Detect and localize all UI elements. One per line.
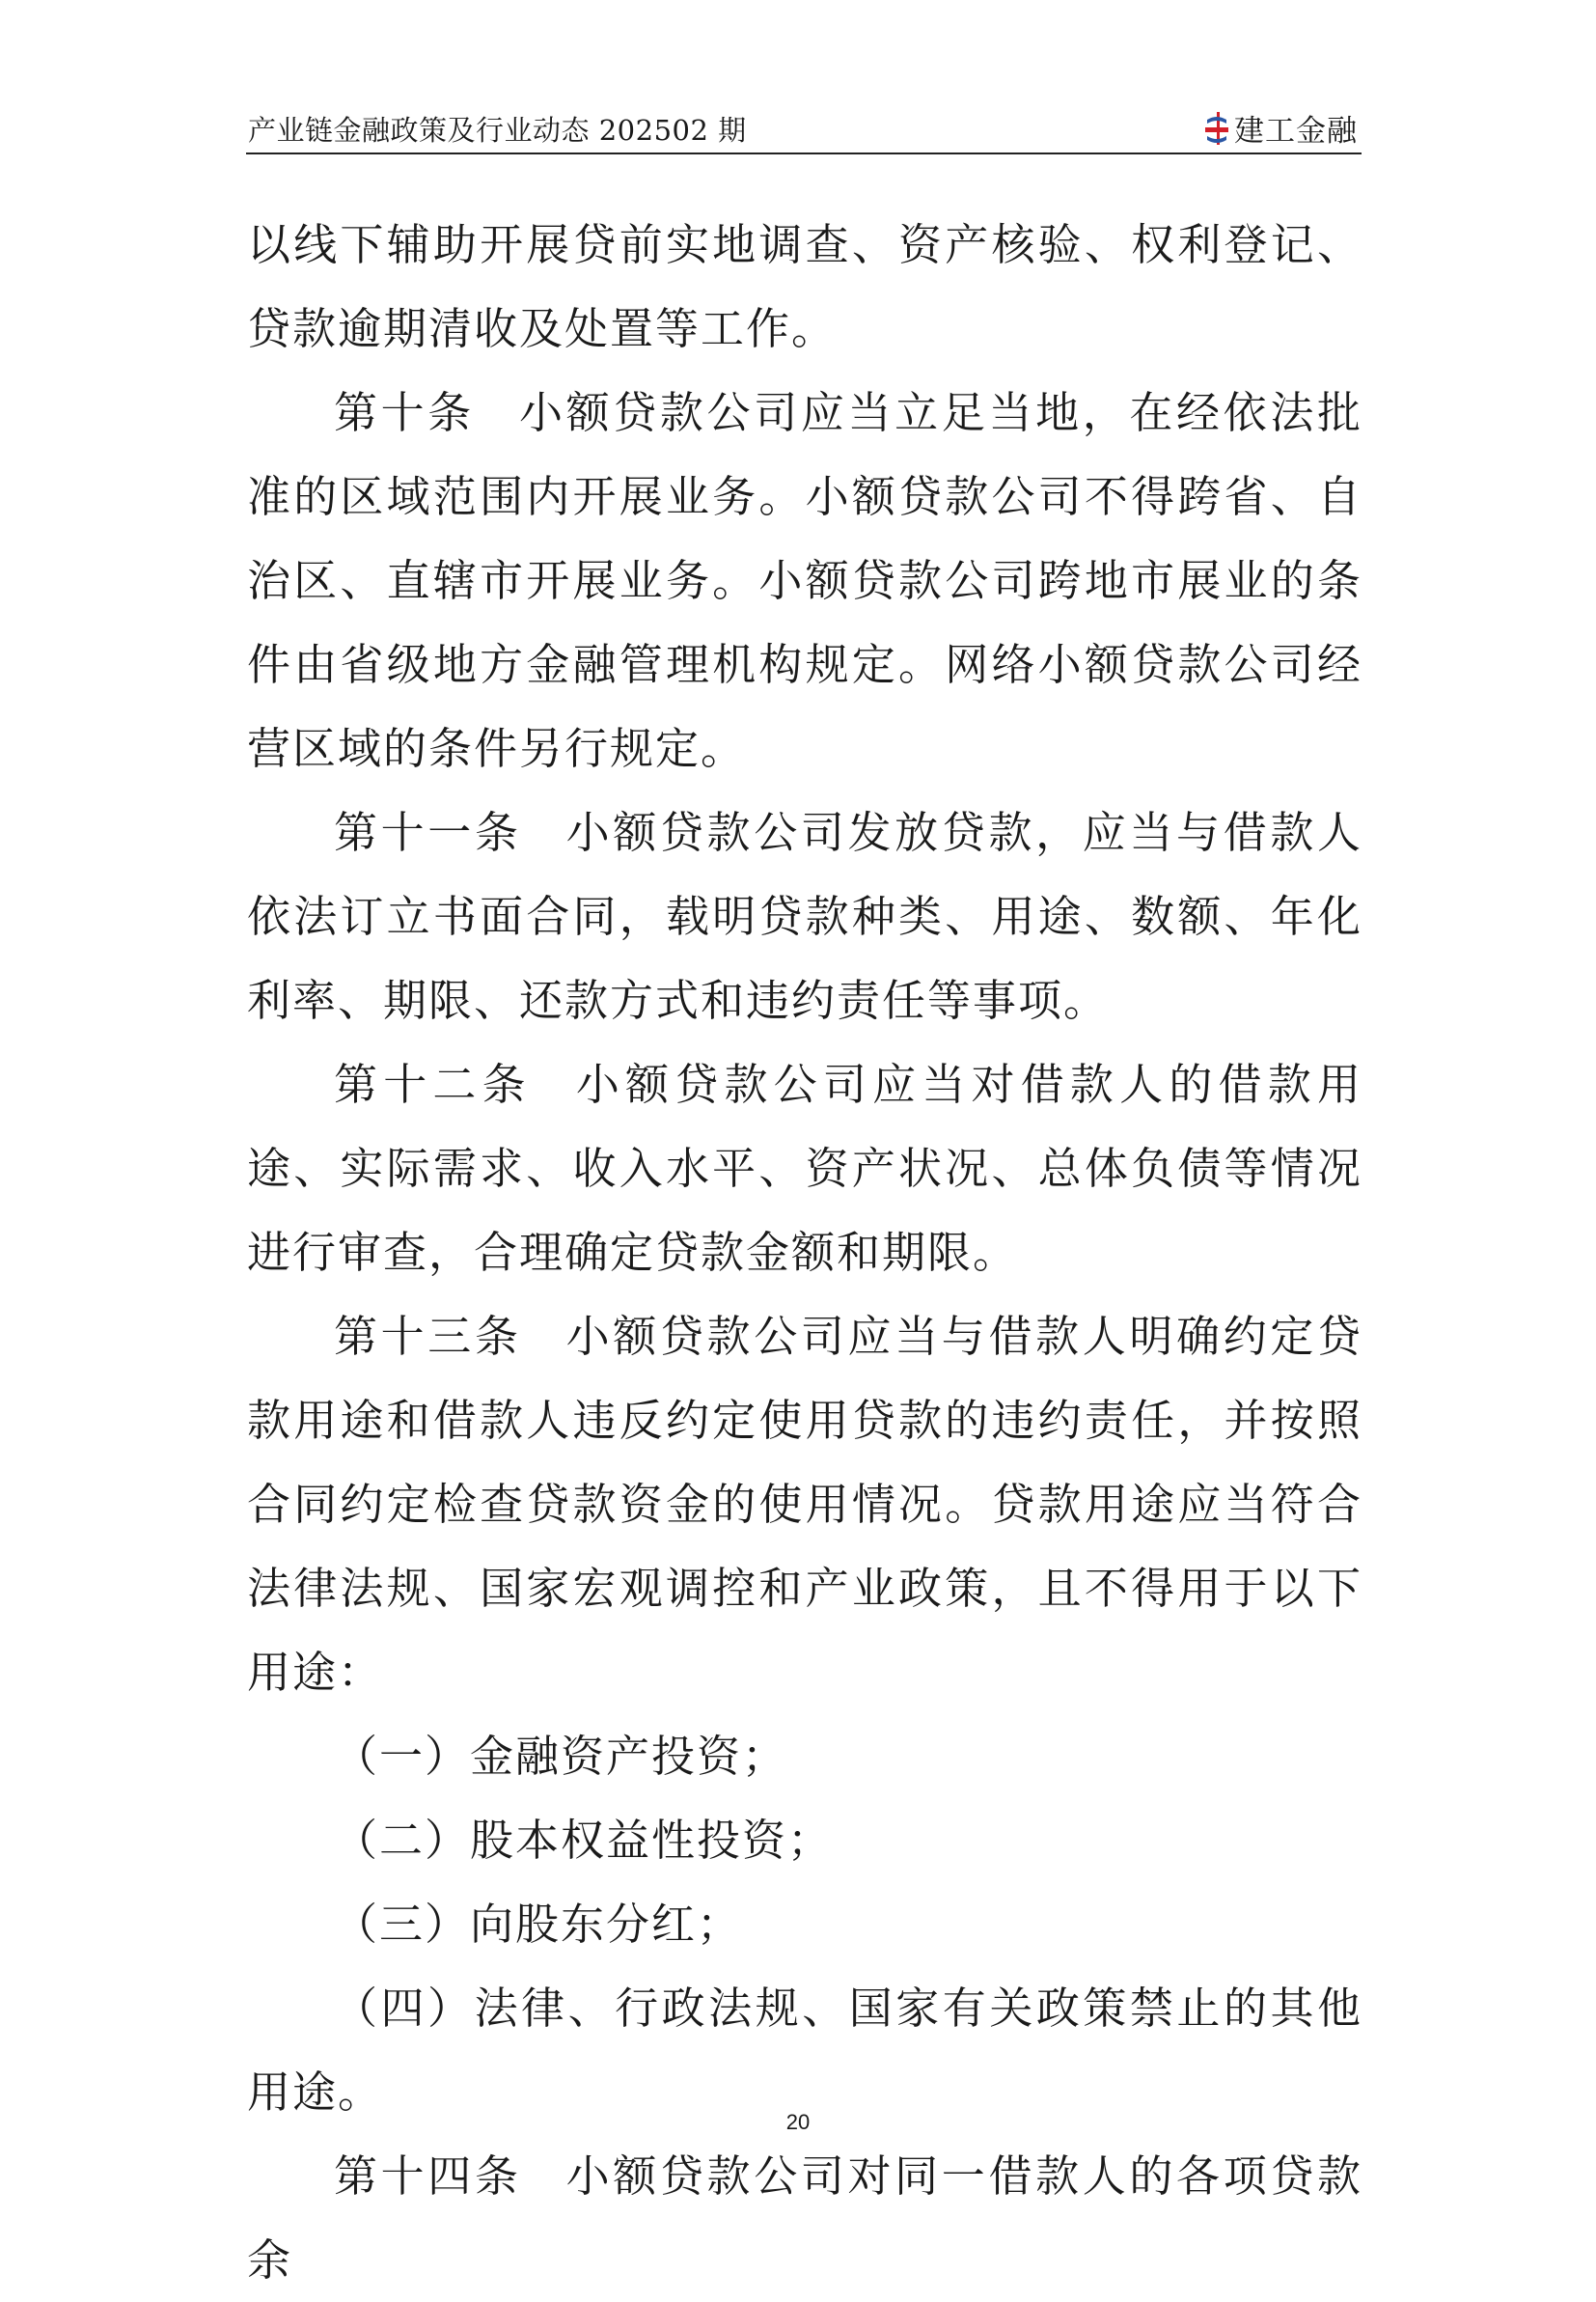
article-11 — [247, 790, 1362, 1042]
page-header — [246, 110, 1362, 154]
article-text: 小额贷款公司应当与借款人明确约定贷款用途和借款人违反约定使用贷款的违约责任，并按照合同约定检查贷款资金的使用情况。贷款用途应当符合法律法规、国家宏观调控和产业政策，且不得用于以下用途： — [247, 1311, 1362, 1698]
article-heading: 第十条 — [334, 387, 475, 438]
document-body — [247, 203, 1362, 2302]
list-item-3: （三）向股东分红； — [334, 1899, 743, 1950]
brand-name: 建工金融 — [1234, 114, 1358, 149]
article-13 — [247, 1294, 1362, 1714]
article-14 — [247, 2134, 1362, 2302]
list-item-1: （一）金融资产投资； — [334, 1731, 788, 1782]
article-text: 小额贷款公司发放贷款，应当与借款人依法订立书面合同，载明贷款种类、用途、数额、年化利率、期限、还款方式和违约责任等事项。 — [247, 807, 1362, 1026]
list-item-2: （二）股本权益性投资； — [334, 1815, 834, 1866]
article-heading: 第十三条 — [334, 1311, 522, 1362]
page-number: 20 — [785, 2110, 811, 2134]
header-title: 产业链金融政策及行业动态 202502 期 — [248, 114, 747, 147]
paragraph-continued: 以线下辅助开展贷前实地调查、资产核验、权利登记、贷款逾期清收及处置等工作。 — [247, 219, 1362, 354]
article-heading: 第十一条 — [334, 807, 522, 858]
article-10 — [247, 371, 1362, 790]
article-12 — [247, 1042, 1362, 1294]
brand — [1201, 106, 1358, 150]
article-heading: 第十四条 — [334, 2150, 522, 2202]
list-item-4: （四）法律、行政法规、国家有关政策禁止的其他用途。 — [247, 1983, 1362, 2118]
article-text: 小额贷款公司对同一借款人的各项贷款余 — [247, 2150, 1362, 2286]
article-text: 小额贷款公司应当立足当地，在经依法批准的区域范围内开展业务。小额贷款公司不得跨省、自治区、直辖市开展业务。小额贷款公司跨地市展业的条件由省级地方金融管理机构规定。网络小额贷款公司经营区域的条件另行规定。 — [247, 387, 1362, 774]
article-heading: 第十二条 — [334, 1059, 532, 1110]
company-logo-icon — [1201, 110, 1232, 147]
article-text: 小额贷款公司应当对借款人的借款用途、实际需求、收入水平、资产状况、总体负债等情况进行审查，合理确定贷款金额和期限。 — [247, 1059, 1362, 1278]
